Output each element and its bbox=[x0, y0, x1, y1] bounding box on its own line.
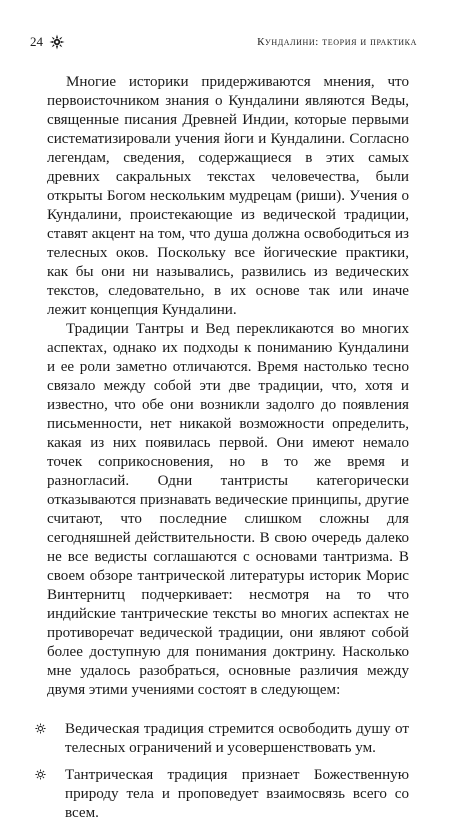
list-item bbox=[47, 720, 409, 758]
body-text bbox=[47, 73, 409, 823]
page-number: 24 bbox=[30, 34, 43, 49]
running-head: Кундалини: теория и практика bbox=[257, 36, 417, 48]
sun-ornament-icon bbox=[49, 34, 65, 50]
list-item bbox=[47, 766, 409, 823]
paragraph-1: Многие историки придерживаются мнения, что первоисточником знания о Кундалини являются Веды, священные писания Древней Индии, которые первыми систематизировали учения йоги и Кундалини. Согласно легендам, сведения, содержащиеся в этих самых древних сакральных текстах человечества, были открыты Богом нескольким мудрецам (риши). Учения о Кундалини, проистекающие из ведической традиции, ставят акцент на том, что душа должна освободиться из телесных оков. Поскольку все йогические практики, как бы они ни назывались, развились из ведических текстов, следовательно, в их основе так или иначе лежит концепция Кундалини. bbox=[47, 74, 409, 318]
bullet-text-1: Ведическая традиция стремится освободить душу от телесных ограничений и усовершенствовать ум. bbox=[65, 721, 409, 756]
paragraph-2: Традиции Тантры и Вед перекликаются во многих аспектах, однако их подходы к пониманию Кундалини и ее роли заметно отличаются. Время настолько тесно связало между собой эти две традиции, что, хотя и известно, что обе они возникли задолго до появления письменности, нет никакой возможности определить, какая из них появилась первой. Они имеют немало точек соприкосновения, но в то же время и разногласий. Одни тантристы категорически отказываются признавать ведические принципы, другие считают, что последние слишком сложны для сегодняшней действительности. В свою очередь далеко не все ведисты соглашаются с основами тантризма. В своем обзоре тантрической литературы историк Морис Винтернитц подчеркивает: несмотря на то что индийские тантрические тексты во многих аспектах не противоречат ведической традиции, они являют собой более доступную для понимания доктрину. Насколько мне удалось разобраться, основные различия между двумя этими учениями состоят в следующем: bbox=[47, 321, 409, 698]
comparison-list bbox=[47, 720, 409, 823]
page-header-left bbox=[30, 34, 65, 50]
page-header bbox=[30, 34, 417, 50]
bullet-text-2: Тантрическая традиция признает Божественную природу тела и проповедует взаимосвязь всего со всем. bbox=[65, 767, 409, 821]
sun-bullet-icon bbox=[35, 721, 46, 740]
sun-bullet-icon bbox=[35, 767, 46, 786]
